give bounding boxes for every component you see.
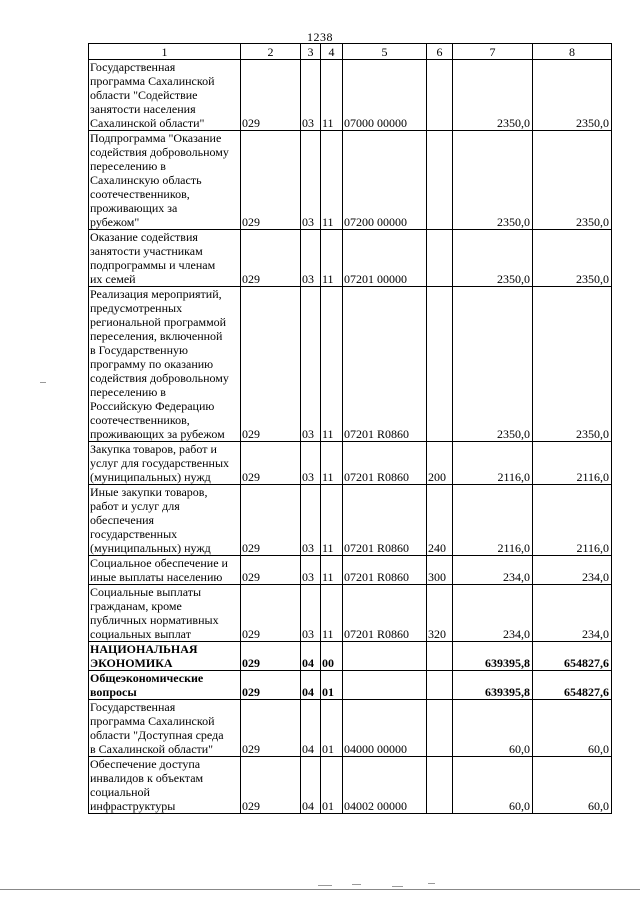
row-name [89,585,241,642]
expense-type-code: 300 [427,556,453,585]
amount-col7: 2350,0 [453,287,533,442]
column-header: 2 [241,44,301,60]
amount-col7: 234,0 [453,556,533,585]
amount-col7: 2116,0 [453,485,533,556]
row-name-line: региональной программой [90,315,227,329]
amount-col8: 2350,0 [533,287,612,442]
table-row [89,585,612,642]
row-name-line: гражданам, кроме [90,599,182,613]
row-name-line: иные выплаты населению [90,570,223,584]
target-article-code: 07201 R0860 [343,485,427,556]
subsection-code: 11 [321,556,343,585]
amount-col8: 2350,0 [533,230,612,287]
table-row [89,642,612,671]
table-row [89,287,612,442]
row-name-line: ЭКОНОМИКА [90,656,173,670]
amount-col7: 60,0 [453,700,533,757]
subsection-code: 00 [321,642,343,671]
row-name [89,757,241,814]
admin-code: 029 [241,442,301,485]
row-name-line: их семей [90,272,136,286]
expense-type-code: 320 [427,585,453,642]
subsection-code: 01 [321,757,343,814]
row-name-line: (муниципальных) нужд [90,541,211,555]
table-row [89,700,612,757]
row-name-line: Обеспечение доступа [90,757,201,771]
admin-code: 029 [241,700,301,757]
amount-col7: 2350,0 [453,60,533,131]
table-row [89,556,612,585]
amount-col7: 2116,0 [453,442,533,485]
target-article-code: 04000 00000 [343,700,427,757]
admin-code: 029 [241,287,301,442]
header-row [89,44,612,60]
amount-col7: 2350,0 [453,230,533,287]
amount-col8: 2116,0 [533,485,612,556]
section-code: 04 [301,642,321,671]
section-code: 03 [301,585,321,642]
section-code: 04 [301,757,321,814]
subsection-code: 11 [321,230,343,287]
row-name [89,131,241,230]
section-code: 03 [301,485,321,556]
row-name-line: соотечественников, [90,187,190,201]
row-name-line: области "Содействие [90,88,198,102]
row-name-line: проживающих за рубежом [90,427,225,441]
target-article-code [343,671,427,700]
section-code: 03 [301,230,321,287]
row-name [89,60,241,131]
column-header: 8 [533,44,612,60]
row-name [89,287,241,442]
row-name-line: инвалидов к объектам [90,771,204,785]
target-article-code: 07201 R0860 [343,556,427,585]
row-name [89,442,241,485]
subsection-code: 11 [321,131,343,230]
amount-col8: 2116,0 [533,442,612,485]
row-name-line: проживающих за [90,201,178,215]
amount-col8: 234,0 [533,585,612,642]
target-article-code: 04002 00000 [343,757,427,814]
row-name-line: программа Сахалинской [90,74,215,88]
row-name-line: занятости населения [90,102,196,116]
row-name-line: Подпрограмма "Оказание [90,131,222,145]
row-name-line: публичных нормативных [90,613,219,627]
scan-speck [40,382,46,383]
section-code: 03 [301,131,321,230]
amount-col8: 2350,0 [533,131,612,230]
row-name [89,230,241,287]
subsection-code: 11 [321,60,343,131]
row-name-line: Социальные выплаты [90,585,202,599]
expense-type-code [427,700,453,757]
row-name-line: Закупка товаров, работ и [90,442,217,456]
row-name-line: Общеэкономические [90,671,204,685]
row-name-line: рубежом" [90,215,140,229]
admin-code: 029 [241,131,301,230]
column-header: 6 [427,44,453,60]
admin-code: 029 [241,556,301,585]
expense-type-code [427,671,453,700]
amount-col8: 60,0 [533,700,612,757]
column-header: 1 [89,44,241,60]
row-name-line: предусмотренных [90,301,183,315]
row-name-line: услуг для государственных [90,456,230,470]
row-name-line: государственных [90,527,178,541]
scan-speck [392,886,403,887]
subsection-code: 11 [321,585,343,642]
scan-edge-line [0,889,640,890]
scan-speck [428,883,435,884]
section-code: 03 [301,60,321,131]
subsection-code: 01 [321,671,343,700]
row-name [89,671,241,700]
row-name-line: содействия добровольному [90,145,229,159]
expense-type-code: 200 [427,442,453,485]
row-name-line: содействия добровольному [90,371,229,385]
expense-type-code [427,230,453,287]
table-row [89,230,612,287]
row-name [89,642,241,671]
row-name-line: области "Доступная среда [90,728,224,742]
scan-speck [352,884,361,885]
row-name-line: Государственная [90,60,176,74]
row-name-line: вопросы [90,685,137,699]
row-name-line: Иные закупки товаров, [90,485,208,499]
row-name-line: программу по оказанию [90,357,214,371]
target-article-code: 07200 00000 [343,131,427,230]
row-name-line: Социальное обеспечение и [90,556,228,570]
amount-col8: 2350,0 [533,60,612,131]
amount-col7: 2350,0 [453,131,533,230]
section-code: 04 [301,671,321,700]
admin-code: 029 [241,642,301,671]
row-name [89,485,241,556]
subsection-code: 11 [321,287,343,442]
table-body [89,44,612,814]
section-code: 04 [301,700,321,757]
row-name-line: занятости участникам [90,244,203,258]
table-row [89,442,612,485]
column-header: 4 [321,44,343,60]
admin-code: 029 [241,485,301,556]
amount-col7: 234,0 [453,585,533,642]
row-name-line: программа Сахалинской [90,714,215,728]
subsection-code: 01 [321,700,343,757]
admin-code: 029 [241,585,301,642]
expense-type-code [427,60,453,131]
row-name-line: НАЦИОНАЛЬНАЯ [90,642,198,656]
section-code: 03 [301,556,321,585]
target-article-code: 07000 00000 [343,60,427,131]
table-row [89,131,612,230]
page-number: 1238 [307,30,333,44]
row-name-line: переселению в [90,385,166,399]
section-code: 03 [301,287,321,442]
amount-col8: 234,0 [533,556,612,585]
row-name [89,556,241,585]
row-name-line: работ и услуг для [90,499,180,513]
row-name-line: подпрограммы и членам [90,258,216,272]
amount-col7: 639395,8 [453,671,533,700]
target-article-code: 07201 R0860 [343,585,427,642]
budget-table [88,43,612,814]
target-article-code: 07201 00000 [343,230,427,287]
row-name-line: Сахалинскую область [90,173,202,187]
expense-type-code [427,287,453,442]
row-name-line: соотечественников, [90,413,190,427]
row-name-line: Государственная [90,700,176,714]
admin-code: 029 [241,60,301,131]
row-name-line: Сахалинской области" [90,116,205,130]
expense-type-code: 240 [427,485,453,556]
table-row [89,60,612,131]
amount-col7: 60,0 [453,757,533,814]
table-row [89,485,612,556]
row-name-line: переселению в [90,159,166,173]
table-row [89,671,612,700]
amount-col8: 60,0 [533,757,612,814]
expense-type-code [427,642,453,671]
column-header: 5 [343,44,427,60]
amount-col8: 654827,6 [533,642,612,671]
column-header: 7 [453,44,533,60]
section-code: 03 [301,442,321,485]
amount-col8: 654827,6 [533,671,612,700]
expense-type-code [427,757,453,814]
row-name-line: Российскую Федерацию [90,399,215,413]
target-article-code: 07201 R0860 [343,442,427,485]
row-name [89,700,241,757]
row-name-line: в Государственную [90,343,188,357]
amount-col7: 639395,8 [453,642,533,671]
row-name-line: (муниципальных) нужд [90,470,211,484]
row-name-line: переселения, включенной [90,329,223,343]
row-name-line: социальной [90,785,150,799]
row-name-line: Реализация мероприятий, [90,287,222,301]
row-name-line: в Сахалинской области" [90,742,214,756]
subsection-code: 11 [321,485,343,556]
admin-code: 029 [241,671,301,700]
expense-type-code [427,131,453,230]
subsection-code: 11 [321,442,343,485]
row-name-line: Оказание содействия [90,230,198,244]
table-row [89,757,612,814]
row-name-line: социальных выплат [90,627,191,641]
row-name-line: обеспечения [90,513,155,527]
admin-code: 029 [241,757,301,814]
row-name-line: инфраструктуры [90,799,176,813]
scan-speck [318,885,332,886]
target-article-code: 07201 R0860 [343,287,427,442]
admin-code: 029 [241,230,301,287]
target-article-code [343,642,427,671]
column-header: 3 [301,44,321,60]
